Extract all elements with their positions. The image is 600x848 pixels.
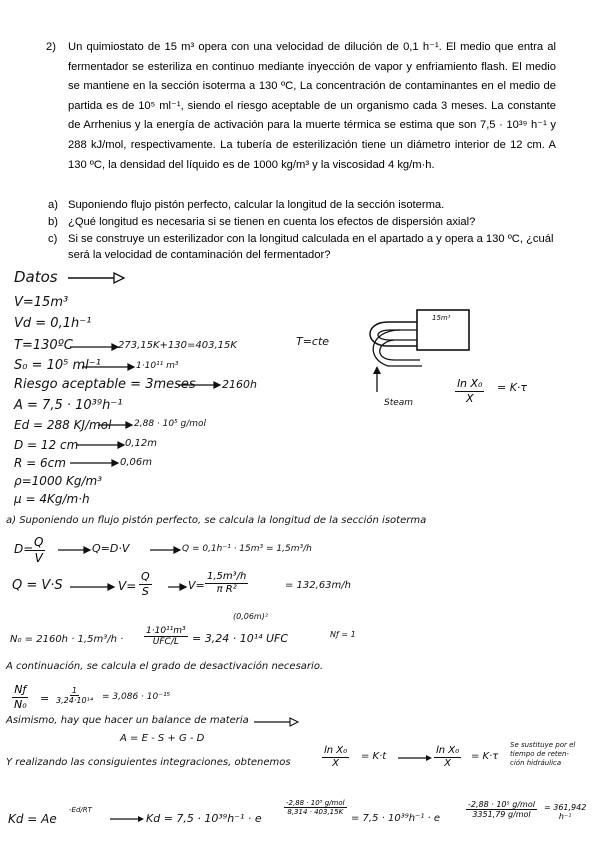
question-text: Suponiendo flujo pistón perfecto, calcular la longitud de la sección isoterma. xyxy=(68,199,445,211)
ratio-fraction xyxy=(12,684,29,711)
kd-arrow-icon xyxy=(108,812,148,826)
diagram-equation-rhs: = K·τ xyxy=(497,381,528,394)
ratio-value-den: 3,24·10¹⁴ xyxy=(56,696,93,706)
eq-velocity-res-den: π R² xyxy=(216,583,237,595)
eq-dilution-den: V xyxy=(34,550,43,565)
balance-text: Asimismo, hay que hacer un balance de materia xyxy=(6,715,249,726)
integration-eq2-den: X xyxy=(444,757,451,769)
datum-contaminants: S₀ = 10⁵ ml⁻¹ xyxy=(14,358,101,373)
ratio-num: Nƒ xyxy=(14,683,27,696)
eq-dilution-num: Q xyxy=(34,535,44,549)
steam-label: Steam xyxy=(384,398,414,408)
datum-diameter-conv: 0,12m xyxy=(125,438,158,449)
ratio-den: N₀ xyxy=(14,697,27,711)
datum-volume: V=15m³ xyxy=(14,295,69,310)
kd-lhs: Kd = Ae xyxy=(8,812,57,826)
eq-initial-count-result: = 3,24 · 10¹⁴ UFC xyxy=(192,632,289,645)
problem-text: Un quimiostato de 15 m³ opera con una velocidad de dilución de 0,1 h⁻¹. El medio que entra al fermentador se esteriliza en continuo mediante inyección de vapor y enfriamiento flash. El medio se mantiene en la sección isoterma a 130 ºC, La concentración de contaminantes en el medio de partida es de 10⁵ ml⁻¹, siendo el riesgo aceptable de un organismo cada 3 meses. La constante de Arrhenius y la energía de activación para la muerte térmica se estima que son 7,5 · 10³⁹ h⁻¹ y 288 kJ/mol, respectivamente. La tubería de esterilización tiene un diámetro interior de 12 cm. A 130 ºC, la densidad del líquido es de 1000 kg/m³ y la viscosidad 4 kg/m·h. xyxy=(68,41,556,171)
eq-velocity-value: = 132,63m/h xyxy=(285,580,351,591)
eq-initial-count-den: UFC/L xyxy=(152,637,179,648)
question-text: Si se construye un esterilizador con la longitud calculada en el apartado a y opera a 130 ºC, ¿cuál será la velocidad de contaminación del fermentador? xyxy=(68,232,554,262)
eq-final-count: Nƒ = 1 xyxy=(330,630,356,639)
eq-velocity-res-lhs: V= xyxy=(188,579,205,592)
datum-radius-conv: 0,06m xyxy=(120,457,153,468)
part-a-header: a) Suponiendo un flujo pistón perfecto, se calcula la longitud de la sección isoterma xyxy=(6,515,427,526)
integration-eq2-rhs: = K·τ xyxy=(471,751,499,762)
kd-substitution-2: = 7,5 · 10³⁹h⁻¹ · e xyxy=(351,813,441,824)
kd-result-unit: h⁻¹ xyxy=(558,812,572,822)
eq-velocity-lhs: Q = V·S xyxy=(12,578,63,593)
kd-exp2-fraction xyxy=(466,800,537,820)
datum-activation-energy: Ed = 288 KJ/mol xyxy=(14,418,112,432)
side-note-line: tiempo de reten- xyxy=(510,750,569,758)
eq-initial-count-fraction xyxy=(144,626,188,648)
datum-dilution-rate: Vd = 0,1h⁻¹ xyxy=(14,316,92,331)
diagram-equation-num: ln X₀ xyxy=(457,377,483,390)
eq-dilution-lhs: D= xyxy=(14,542,34,556)
balance-arrow-icon xyxy=(252,714,302,730)
kd-substitution: Kd = 7,5 · 10³⁹h⁻¹ · e xyxy=(146,812,262,825)
integration-eq2-num: ln X₀ xyxy=(436,745,460,756)
problem-number: 2) xyxy=(46,41,56,53)
datum-density: ρ=1000 Kg/m³ xyxy=(14,474,103,488)
kd-exp2-num: -2,88 · 10⁵ g/mol xyxy=(468,800,535,809)
datos-title: Datos xyxy=(14,268,58,286)
side-note-line: ción hidráulica xyxy=(510,759,562,767)
datum-diameter: D = 12 cm xyxy=(14,438,79,452)
datum-arrhenius: A = 7,5 · 10³⁹h⁻¹ xyxy=(14,398,123,413)
datum-temperature-const: T=cte xyxy=(296,335,330,348)
diagram-equation-den: X xyxy=(465,391,474,405)
ratio-equals: = xyxy=(40,692,50,705)
question-label: c) xyxy=(48,232,58,245)
datum-contaminants-conv: 1·10¹¹ m³ xyxy=(136,361,179,371)
datum-risk-conv: 2160h xyxy=(222,378,257,391)
integration-eq1-rhs: = K·t xyxy=(361,751,387,762)
integration-text: Y realizando las consiguientes integraciones, obtenemos xyxy=(6,757,291,768)
datum-radius: R = 6cm xyxy=(14,456,66,470)
integration-eq1-fraction xyxy=(322,745,349,770)
eq-initial-count-num: 1·10¹¹m³ xyxy=(146,626,186,636)
eq-flow-rate: Q=D·V xyxy=(92,542,130,555)
ratio-result: = 3,086 · 10⁻¹⁵ xyxy=(102,692,171,702)
ratio-value-fraction xyxy=(54,686,95,706)
deactivation-text: A continuación, se calcula el grado de desactivación necesario. xyxy=(6,661,324,672)
side-note-line: Se sustituye por el xyxy=(510,741,576,749)
question-text: ¿Qué longitud es necesaria si se tienen en cuenta los efectos de dispersión axial? xyxy=(68,215,476,228)
datum-risk: Riesgo aceptable = 3meses xyxy=(14,377,196,392)
eq-velocity-den: S xyxy=(141,584,149,598)
kd-result-value: = 361,942 xyxy=(544,803,587,812)
integration-arrow-icon xyxy=(396,752,436,764)
kd-exp2-den: 3351,79 g/mol xyxy=(472,810,531,820)
integration-eq2-fraction xyxy=(434,745,461,770)
balance-equation: A = E - S + G - D xyxy=(120,733,205,744)
tank-volume-label: 15m³ xyxy=(432,314,451,322)
datum-temperature: T=130ºC xyxy=(14,338,73,353)
eq-initial-count-lhs: N₀ = 2160h · 1,5m³/h · xyxy=(10,634,124,645)
eq-velocity-mid-lhs: V= xyxy=(118,579,137,593)
eq-velocity-radius: (0,06m)² xyxy=(233,612,269,621)
eq-velocity-num: Q xyxy=(141,570,150,583)
datum-temperature-conv: 273,15K+130=403,15K xyxy=(118,340,237,351)
question-label: b) xyxy=(48,215,58,228)
integration-eq1-num: ln X₀ xyxy=(324,745,348,756)
question-label: a) xyxy=(48,199,58,211)
kd-exp-num: -2,88 · 10⁵ g/mol xyxy=(286,799,345,807)
eq-flow-result: Q = 0,1h⁻¹ · 15m³ = 1,5m³/h xyxy=(182,544,312,554)
kd-result xyxy=(542,803,588,822)
kd-exp-den: 8,314 · 403,15K xyxy=(287,808,344,817)
kd-exponent: -Ed/RT xyxy=(69,806,92,814)
kd-exp-fraction xyxy=(284,799,347,816)
integration-eq1-den: X xyxy=(332,757,339,769)
side-note xyxy=(510,741,575,768)
eq-velocity-res-num: 1,5m³/h xyxy=(207,571,247,582)
ratio-value-num: 1 xyxy=(71,686,78,695)
datum-viscosity: μ = 4Kg/m·h xyxy=(14,492,90,506)
datum-activation-energy-conv: 2,88 · 10⁵ g/mol xyxy=(134,419,207,429)
